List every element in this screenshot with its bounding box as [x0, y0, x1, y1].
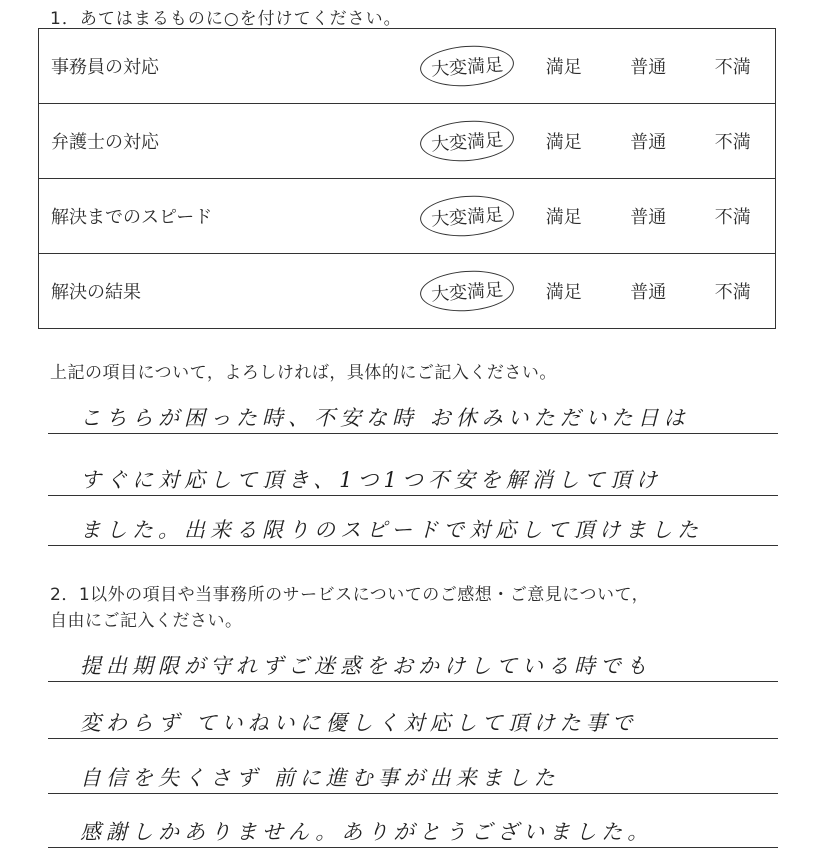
writing-line	[48, 545, 778, 546]
rating-option-cell[interactable]	[690, 179, 775, 254]
rating-option: 満足	[545, 57, 582, 78]
rating-option-cell[interactable]	[413, 29, 521, 104]
rating-option-cell[interactable]	[606, 254, 690, 329]
rating-option-selected: 大変満足	[419, 118, 516, 164]
writing-line	[48, 738, 778, 739]
rating-row	[39, 104, 776, 179]
rating-option: 普通	[630, 132, 667, 153]
section1-answer-line-3: ました。出来る限りのスピードで対応して頂けました	[80, 518, 704, 542]
rating-option: 不満	[714, 57, 751, 78]
writing-line	[48, 847, 778, 848]
writing-line	[48, 793, 778, 794]
rating-option-cell[interactable]	[606, 29, 690, 104]
section2-answer-line-3: 自信を失くさず 前に進む事が出来ました	[80, 766, 560, 790]
rating-option-cell[interactable]	[413, 179, 521, 254]
section1-answer-line-1: こちらが困った時、不安な時 お休みいただいた日は	[80, 406, 690, 430]
rating-option: 不満	[714, 207, 751, 228]
rating-option: 不満	[714, 282, 751, 303]
rating-row	[39, 254, 776, 329]
writing-line	[48, 681, 778, 682]
section1-prompt: 上記の項目について，よろしければ，具体的にご記入ください。	[50, 363, 557, 383]
rating-row	[39, 179, 776, 254]
rating-option: 不満	[714, 132, 751, 153]
writing-line	[48, 433, 778, 434]
section2-heading-line2: 自由にご記入ください。	[50, 611, 243, 631]
rating-option-cell[interactable]	[690, 29, 775, 104]
section2-heading-line1: 2．1以外の項目や当事務所のサービスについてのご感想・ご意見について，	[50, 585, 650, 605]
rating-option-cell[interactable]	[690, 104, 775, 179]
rating-option-cell[interactable]	[690, 254, 775, 329]
rating-option-cell[interactable]	[413, 104, 521, 179]
rating-item-label: 解決までのスピード	[39, 179, 414, 254]
rating-option-cell[interactable]	[522, 29, 606, 104]
rating-option-cell[interactable]	[522, 179, 606, 254]
section2-answer-line-2: 変わらず ていねいに優しく対応して頂けた事で	[80, 711, 638, 735]
rating-option-cell[interactable]	[522, 254, 606, 329]
rating-option: 満足	[545, 282, 582, 303]
section2-answer-line-4: 感謝しかありません。ありがとうございました。	[80, 820, 654, 844]
rating-table	[38, 28, 776, 329]
rating-option-selected: 大変満足	[419, 193, 516, 239]
rating-item-label: 事務員の対応	[51, 57, 159, 78]
rating-option-cell[interactable]	[413, 254, 521, 329]
rating-option-cell[interactable]	[606, 179, 690, 254]
rating-option: 普通	[630, 282, 667, 303]
section2-answer-line-1: 提出期限が守れずご迷惑をおかけしている時でも	[80, 654, 652, 678]
rating-option-cell[interactable]	[606, 104, 690, 179]
rating-option: 普通	[630, 57, 667, 78]
writing-line	[48, 495, 778, 496]
rating-item-label: 弁護士の対応	[39, 104, 414, 179]
rating-row	[39, 29, 776, 104]
rating-option: 満足	[545, 207, 582, 228]
section1-answer-line-2: すぐに対応して頂き、1つ1つ不安を解消して頂け	[80, 468, 662, 492]
rating-item-label: 解決の結果	[39, 254, 414, 329]
rating-option: 満足	[545, 132, 582, 153]
rating-option-selected: 大変満足	[419, 43, 516, 89]
rating-option: 普通	[630, 207, 667, 228]
rating-option-selected: 大変満足	[419, 268, 516, 314]
rating-option-cell[interactable]	[522, 104, 606, 179]
section1-heading: 1．あてはまるものに○を付けてください。	[50, 9, 402, 29]
